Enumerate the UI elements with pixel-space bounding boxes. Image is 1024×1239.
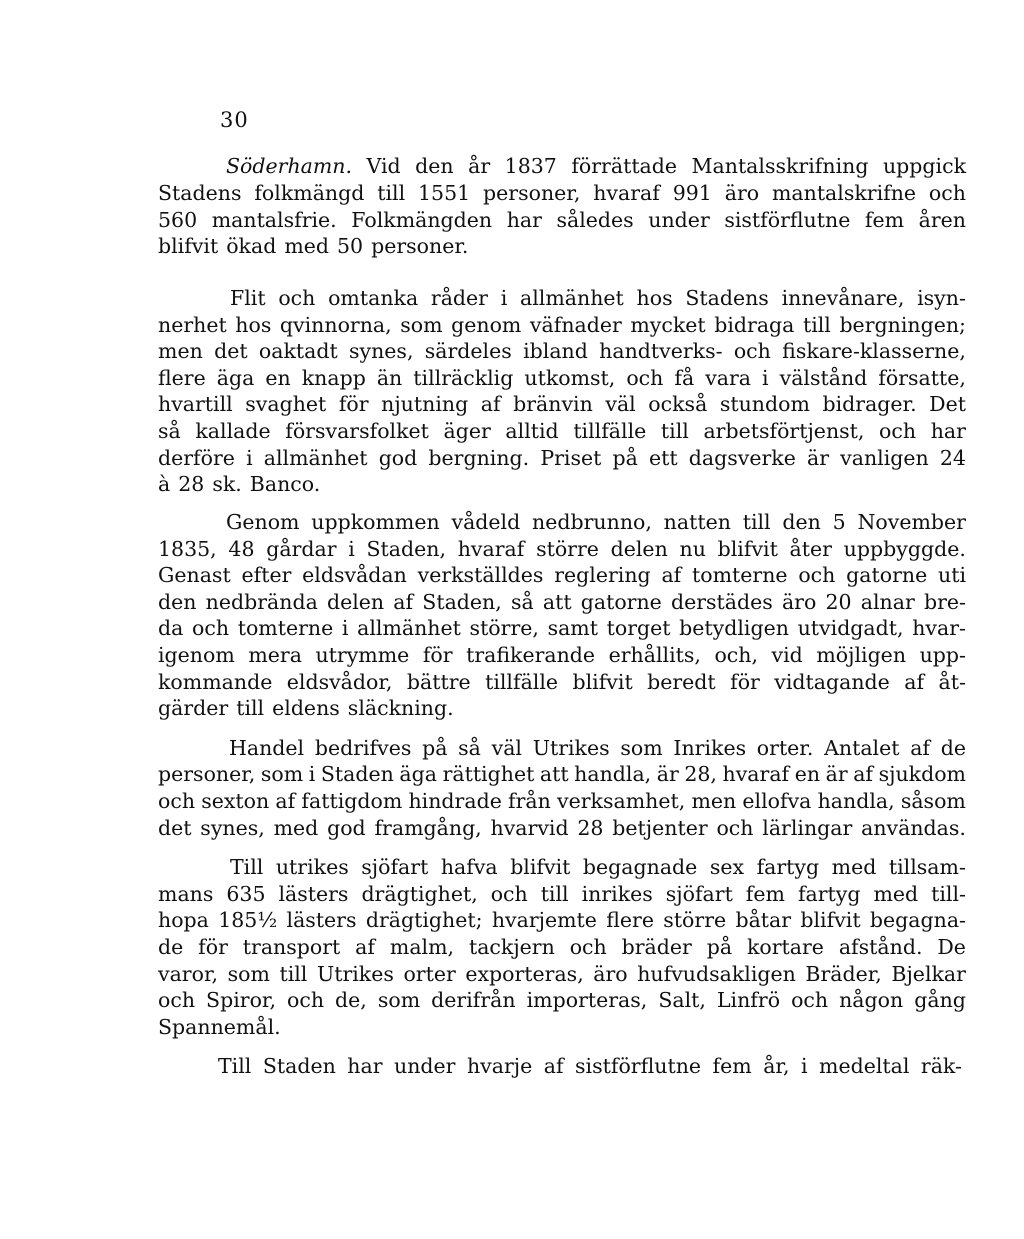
- text-line: Till utrikes sjöfart hafva blifvit begagnade sex fartyg med tillsam-: [230, 855, 966, 879]
- text-line: hopa 185½ lästers drägtighet; hvarjemte flere större båtar blifvit begagna-: [158, 908, 966, 932]
- text-line: Handel bedrifves på så väl Utrikes som Inrikes orter. Antalet af de: [229, 736, 966, 760]
- text-line: da och tomterne i allmänhet större, samt torget betydligen utvidgadt, hvar-: [158, 616, 966, 640]
- text-line: personer, som i Staden äga rättighet att handla, är 28, hvaraf en är af sjukdom: [158, 762, 966, 786]
- text-line: Stadens folkmängd till 1551 personer, hvaraf 991 äro mantalskrifne och: [158, 181, 966, 205]
- text-line: kommande eldsvådor, bättre tillfälle blifvit beredt för vidtagande af åt-: [158, 670, 966, 694]
- text-line: 560 mantalsfrie. Folkmängden har således under sistförflutne fem åren: [158, 208, 966, 232]
- text-line: och Spiror, och de, som derifrån importeras, Salt, Linfrö och någon gång: [158, 988, 966, 1012]
- text-line: blifvit ökad med 50 personer.: [158, 234, 469, 258]
- text-line: Flit och omtanka råder i allmänhet hos Stadens innevånare, isyn-: [230, 286, 966, 310]
- text-line: Till Staden har under hvarje af sistförflutne fem år, i medeltal räk-: [218, 1054, 962, 1078]
- text-line: den nedbrända delen af Staden, så att gatorne derstädes äro 20 alnar bre-: [158, 590, 966, 614]
- text-line: nerhet hos qvinnorna, som genom väfnader mycket bidraga till bergningen;: [158, 313, 966, 337]
- text-line: och sexton af fattigdom hindrade från verksamhet, men ellofva handla, såsom: [158, 789, 966, 813]
- text-line: mans 635 lästers drägtighet, och till inrikes sjöfart fem fartyg med till-: [158, 882, 966, 906]
- text-line: Genast efter eldsvådan verkställdes reglering af tomterne och gatorne uti: [158, 563, 966, 587]
- page-number: 30: [220, 108, 249, 132]
- text-line: hvartill svaghet för njutning af bränvin väl också stundom bidrager. Det: [158, 392, 966, 416]
- text-line: flere äga en knapp än tillräcklig utkomst, och få vara i välstånd försatte,: [158, 366, 966, 390]
- text-line: gärder till eldens släckning.: [158, 696, 454, 720]
- text-line: igenom mera utrymme för trafikerande erhållits, och, vid möjligen upp-: [158, 643, 966, 667]
- text-line: à 28 sk. Banco.: [158, 472, 321, 496]
- text-line: Söderhamn. Vid den år 1837 förrättade Mantalsskrifning uppgick: [226, 154, 966, 178]
- text-line: det synes, med god framgång, hvarvid 28 betjenter och lärlingar användas.: [158, 816, 966, 840]
- text-line: de för transport af malm, tackjern och bräder på kortare afstånd. De: [158, 935, 966, 959]
- text-line: derföre i allmänhet god bergning. Priset på ett dagsverke är vanligen 24: [158, 446, 966, 470]
- text-line: Spannemål.: [158, 1015, 281, 1039]
- text-line: varor, som till Utrikes orter exporteras, äro hufvudsakligen Bräder, Bjelkar: [158, 962, 966, 986]
- text-line: Genom uppkommen vådeld nedbrunno, natten till den 5 November: [226, 510, 966, 534]
- text-line: så kallade försvarsfolket äger alltid tillfälle till arbetsförtjenst, och har: [158, 419, 966, 443]
- text-line: men det oaktadt synes, särdeles ibland handtverks- och fiskare-klasserne,: [158, 339, 966, 363]
- text-line: 1835, 48 gårdar i Staden, hvaraf större delen nu blifvit åter uppbyggde.: [158, 537, 966, 561]
